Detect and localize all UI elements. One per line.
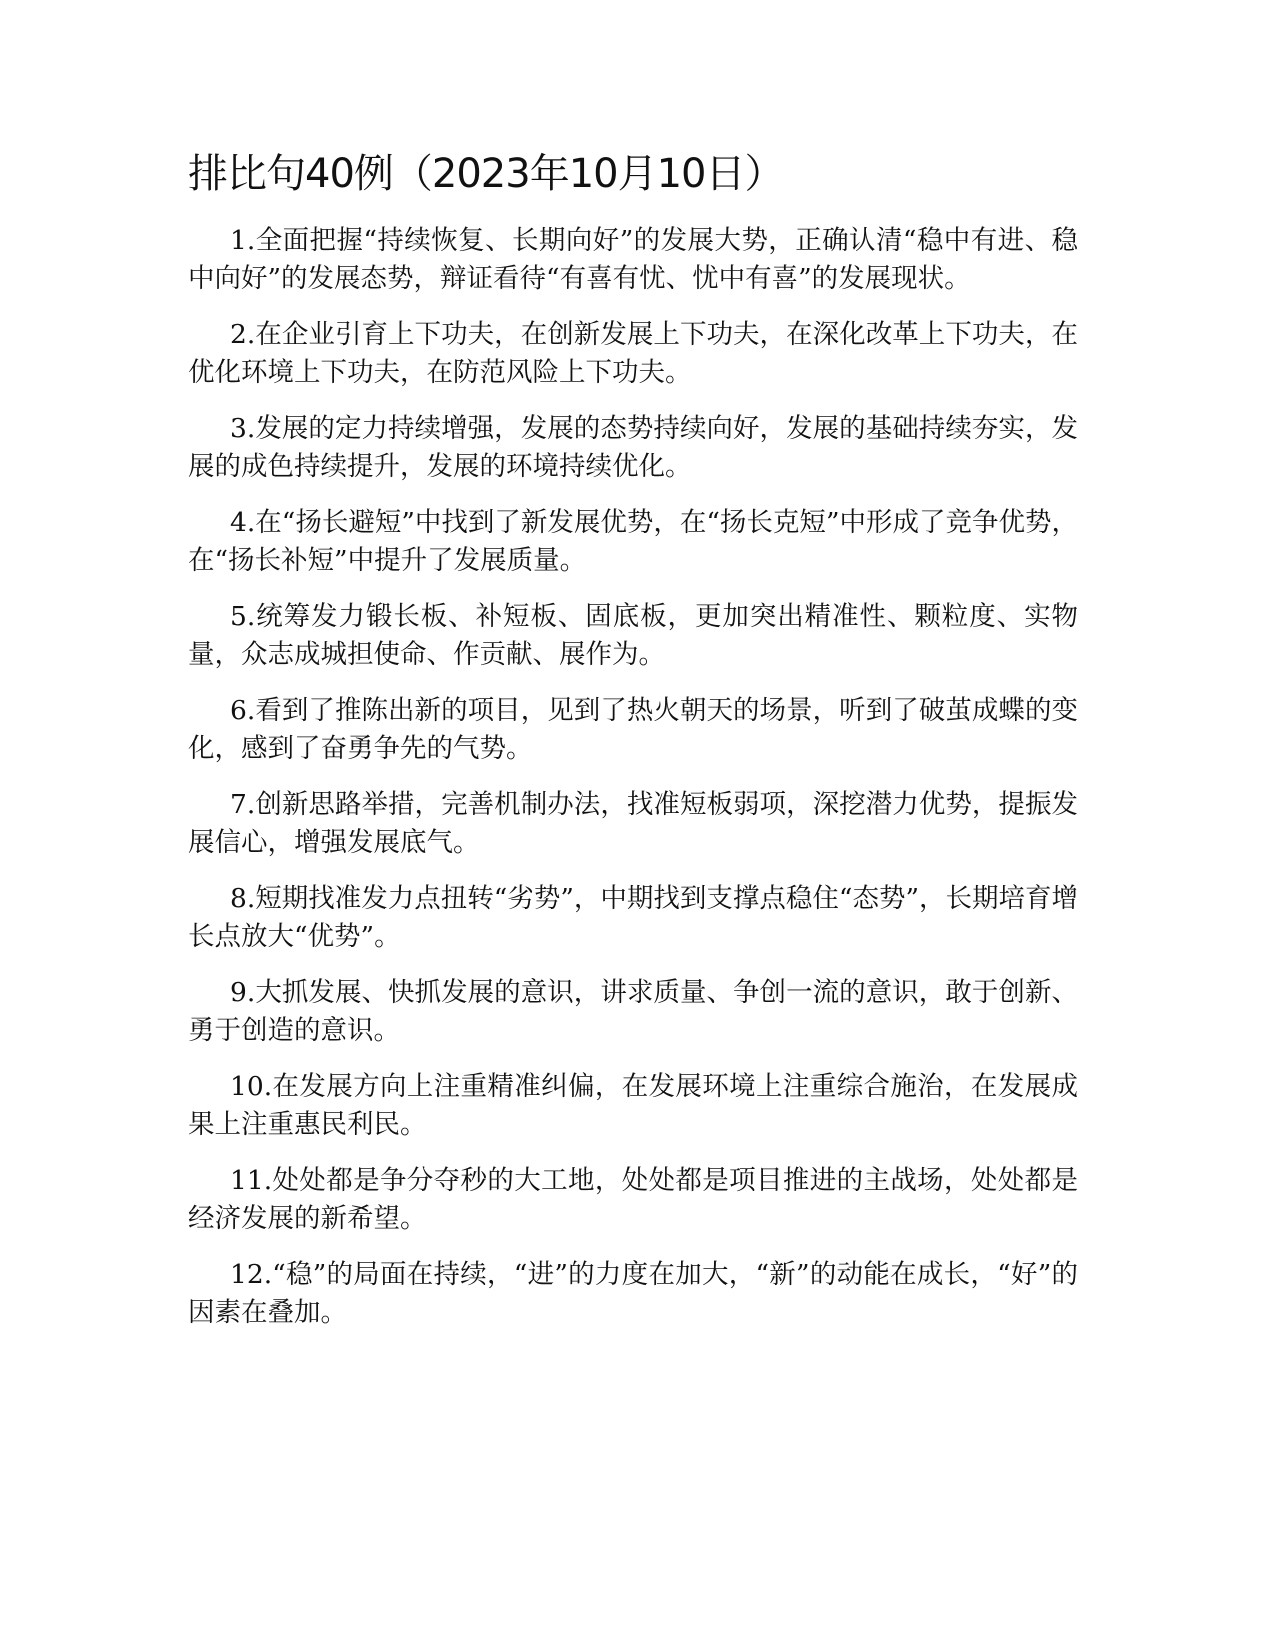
sentence-item-5: 5.统筹发力锻长板、补短板、固底板，更加突出精准性、颗粒度、实物量，众志成城担使命、作贡献、展作为。: [188, 601, 1078, 670]
sentence-item-2: 2.在企业引育上下功夫，在创新发展上下功夫，在深化改革上下功夫，在优化环境上下功夫，在防范风险上下功夫。: [188, 319, 1078, 388]
document-title: 排比句40例（2023年10月10日）: [188, 151, 784, 197]
sentence-item-1: 1.全面把握“持续恢复、长期向好”的发展大势，正确认清“稳中有进、稳中向好”的发展态势，辩证看待“有喜有忧、忧中有喜”的发展现状。: [188, 225, 1078, 294]
sentence-item-10: 10.在发展方向上注重精准纠偏，在发展环境上注重综合施治，在发展成果上注重惠民利民。: [188, 1071, 1078, 1140]
sentence-item-8: 8.短期找准发力点扭转“劣势”，中期找到支撑点稳住“态势”，长期培育增长点放大“优势”。: [188, 883, 1078, 952]
sentence-item-11: 11.处处都是争分夺秒的大工地，处处都是项目推进的主战场，处处都是经济发展的新希望。: [188, 1165, 1078, 1234]
document-body: [188, 146, 1078, 1350]
sentence-item-9: 9.大抓发展、快抓发展的意识，讲求质量、争创一流的意识，敢于创新、勇于创造的意识。: [188, 977, 1078, 1046]
sentence-item-12: 12.“稳”的局面在持续，“进”的力度在加大，“新”的动能在成长，“好”的因素在叠加。: [188, 1259, 1078, 1328]
sentence-item-6: 6.看到了推陈出新的项目，见到了热火朝天的场景，听到了破茧成蝶的变化，感到了奋勇争先的气势。: [188, 695, 1078, 764]
sentence-item-3: 3.发展的定力持续增强，发展的态势持续向好，发展的基础持续夯实，发展的成色持续提升，发展的环境持续优化。: [188, 413, 1078, 482]
sentence-item-4: 4.在“扬长避短”中找到了新发展优势，在“扬长克短”中形成了竞争优势，在“扬长补短”中提升了发展质量。: [188, 507, 1078, 576]
sentence-item-7: 7.创新思路举措，完善机制办法，找准短板弱项，深挖潜力优势，提振发展信心，增强发展底气。: [188, 789, 1078, 858]
